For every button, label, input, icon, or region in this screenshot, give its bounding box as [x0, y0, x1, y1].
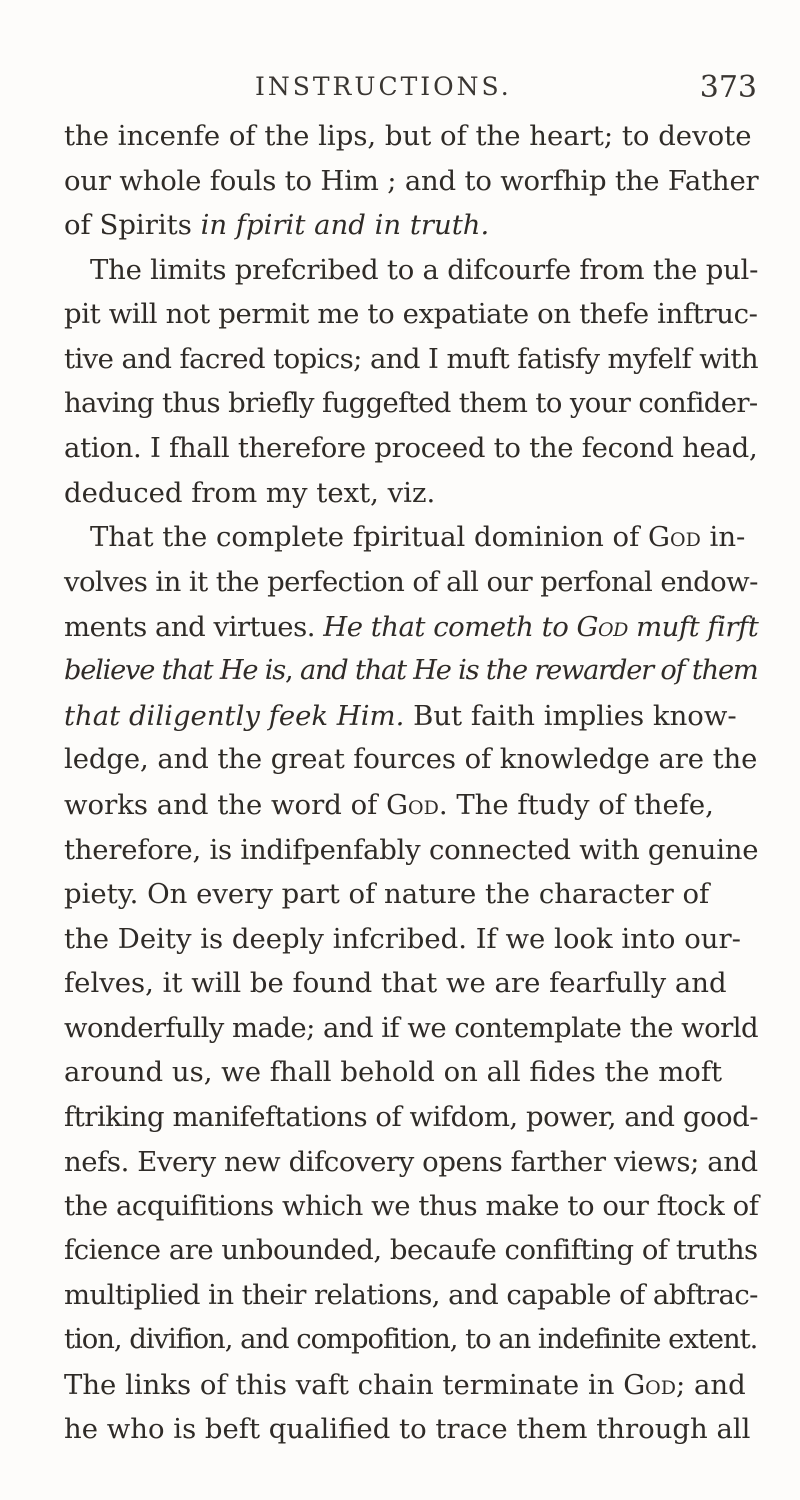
- text-line-23: [64, 1095, 758, 1140]
- text-segment: having thus briefly fuggefted them to your confider-: [64, 387, 758, 419]
- small-caps-word: God: [648, 521, 701, 554]
- text-line-8: [64, 426, 758, 471]
- text-line-6: [64, 337, 758, 382]
- text-line-19: [64, 917, 758, 962]
- italic-phrase: He that cometh to: [323, 610, 577, 643]
- text-line-27: [64, 1273, 758, 1318]
- small-caps-word: God: [386, 788, 439, 821]
- text-segment: the Deity is deeply infcribed. If we look into our-: [64, 922, 741, 955]
- text-line-11: [64, 560, 758, 605]
- text-segment: ation. I fhall therefore proceed to the fecond head,: [64, 432, 758, 465]
- text-line-17: [64, 828, 758, 873]
- text-segment: the incenfe of the lips, but of the heart; to devote: [64, 120, 752, 152]
- text-segment: our whole fouls to Him ; and to worfhip the Father: [64, 164, 759, 197]
- text-segment: The links of this vaft chain terminate in: [64, 1368, 624, 1401]
- text-segment: ,: [285, 655, 300, 687]
- text-segment: That the complete fpiritual dominion of: [90, 521, 649, 554]
- text-line-25: [64, 1184, 758, 1229]
- text-segment: ftriking manifeftations of wifdom, power, and good-: [64, 1101, 759, 1134]
- text-segment: piety. On every part of nature the character of: [64, 878, 710, 911]
- text-segment: ledge, and the great fources of knowledge are the: [64, 744, 758, 776]
- italic-phrase: believe that He is: [64, 655, 286, 687]
- text-segment: works and the word of: [64, 788, 387, 821]
- text-segment: multiplied in their relations, and capable of abftrac-: [64, 1279, 758, 1312]
- text-line-4: [64, 248, 758, 293]
- text-line-26: [64, 1229, 758, 1274]
- text-segment: therefore, is indifpenfably connected with genuine: [64, 833, 759, 866]
- text-line-3: [64, 203, 758, 248]
- text-segment: of Spirits: [64, 209, 201, 242]
- text-line-29: [64, 1363, 758, 1408]
- text-segment: pit will not permit me to expatiate on thefe inftruc-: [64, 298, 758, 331]
- text-segment: ; and: [675, 1368, 746, 1401]
- text-segment: nefs. Every new difcovery opens farther views; and: [64, 1145, 758, 1178]
- text-line-13: [64, 649, 758, 694]
- text-segment: felves, it will be found that we are fearfully and: [64, 967, 727, 1000]
- text-line-24: [64, 1140, 758, 1185]
- text-line-12: [64, 605, 758, 650]
- text-segment: fcience are unbounded, becaufe confifting of truths: [64, 1234, 758, 1266]
- small-caps-word: God: [576, 610, 628, 643]
- text-line-1: [64, 114, 758, 159]
- text-segment: But faith implies know-: [404, 699, 737, 732]
- running-head-title: INSTRUCTIONS.: [255, 72, 512, 101]
- text-line-20: [64, 961, 758, 1006]
- text-segment: wonderfully made; and if we contemplate the world: [64, 1011, 759, 1044]
- text-segment: deduced from my text, viz.: [64, 476, 436, 509]
- text-line-18: [64, 872, 758, 917]
- text-line-2: [64, 159, 758, 204]
- text-segment: he who is beft qualified to trace them through all: [64, 1413, 751, 1446]
- text-segment: ments and virtues.: [64, 610, 324, 643]
- text-segment: around us, we fhall behold on all fides the moft: [64, 1056, 723, 1089]
- italic-phrase: in fpirit and in truth.: [200, 209, 490, 242]
- page-number: 373: [699, 70, 757, 105]
- text-segment: the acquifitions which we thus make to our ftock of: [64, 1190, 759, 1223]
- italic-phrase: that diligently feek Him.: [64, 699, 405, 732]
- text-line-7: [64, 382, 758, 427]
- text-segment: . The ftudy of thefe,: [438, 788, 714, 821]
- text-line-5: [64, 292, 758, 337]
- small-caps-word: God: [623, 1368, 676, 1401]
- text-line-16: [64, 783, 758, 828]
- text-line-10: [64, 515, 758, 560]
- text-segment: The limits prefcribed to a difcourfe from the pul-: [90, 253, 759, 286]
- text-segment: volves in it the perfection of all our perfonal endow-: [64, 565, 758, 598]
- text-line-30: [64, 1407, 758, 1452]
- text-line-15: [64, 738, 758, 783]
- text-line-21: [64, 1006, 758, 1051]
- text-segment: tive and facred topics; and I muft fatisfy myfelf with: [64, 342, 758, 375]
- text-segment: tion, divifion, and compofition, to an indefinite extent.: [64, 1324, 758, 1356]
- text-line-22: [64, 1050, 758, 1095]
- text-line-28: [64, 1318, 758, 1363]
- text-line-9: [64, 471, 758, 516]
- body-text: [64, 114, 758, 1452]
- text-segment: in-: [700, 521, 746, 554]
- italic-phrase: and that He is the rewarder of them: [299, 655, 758, 687]
- italic-phrase: muft firft: [627, 610, 759, 643]
- text-line-14: [64, 694, 758, 739]
- running-head: [255, 72, 757, 108]
